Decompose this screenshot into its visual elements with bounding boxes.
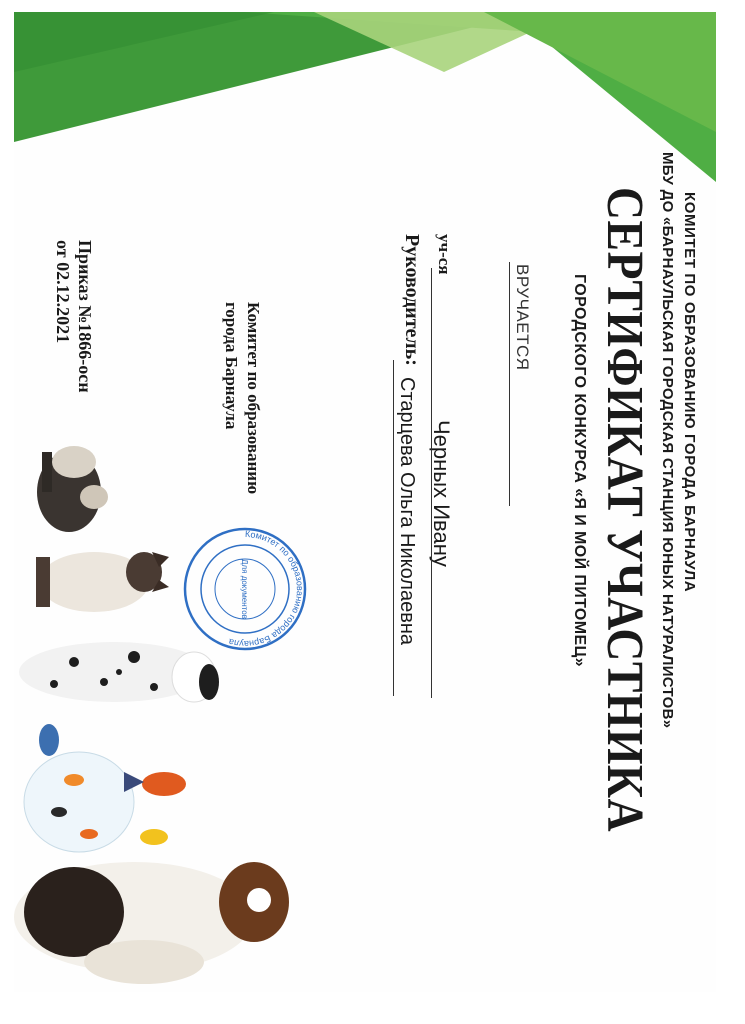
certificate-title: СЕРТИФИКАТ УЧАСТНИКА xyxy=(596,187,653,832)
committee-signature-block xyxy=(220,302,264,494)
awarded-label: ВРУЧАЕТСЯ xyxy=(513,264,532,371)
contest-subtitle: ГОРОДСКОГО КОНКУРСА «Я И МОЙ ПИТОМЕЦ» xyxy=(571,274,588,667)
organization-line-1: КОМИТЕТ ПО ОБРАЗОВАНИЮ ГОРОДА БАРНАУЛА xyxy=(681,192,698,593)
supervisor-label: Руководитель: xyxy=(401,234,423,366)
student-label: уч-ся xyxy=(435,234,454,275)
stamp-center-text: Для документов xyxy=(240,559,249,619)
official-stamp xyxy=(182,526,308,652)
svg-text:Комитет по образованию города xyxy=(227,529,304,649)
student-underline xyxy=(431,268,432,698)
committee-line-1: Комитет по образованию xyxy=(244,302,263,495)
committee-line-2: города Барнаула xyxy=(222,302,241,430)
organization-line-2: МБУ ДО «БАРНАУЛЬСКАЯ ГОРОДСКАЯ СТАНЦИЯ ЮНЫХ НАТУРАЛИСТОВ» xyxy=(659,152,676,729)
awarded-underline xyxy=(509,262,510,506)
order-date: от 02.12.2021 xyxy=(53,240,73,344)
certificate-sheet xyxy=(14,12,716,992)
student-name: Черных Ивану xyxy=(429,420,454,567)
order-number: Приказ №1866-осн xyxy=(75,240,95,393)
supervisor-name: Старцева Ольга Николаевна xyxy=(396,377,418,645)
stamp-outer-text: Комитет по образованию города Барнаула xyxy=(227,528,305,650)
certificate-text-layer xyxy=(14,12,716,992)
supervisor-underline xyxy=(393,360,394,696)
order-block xyxy=(52,240,96,393)
